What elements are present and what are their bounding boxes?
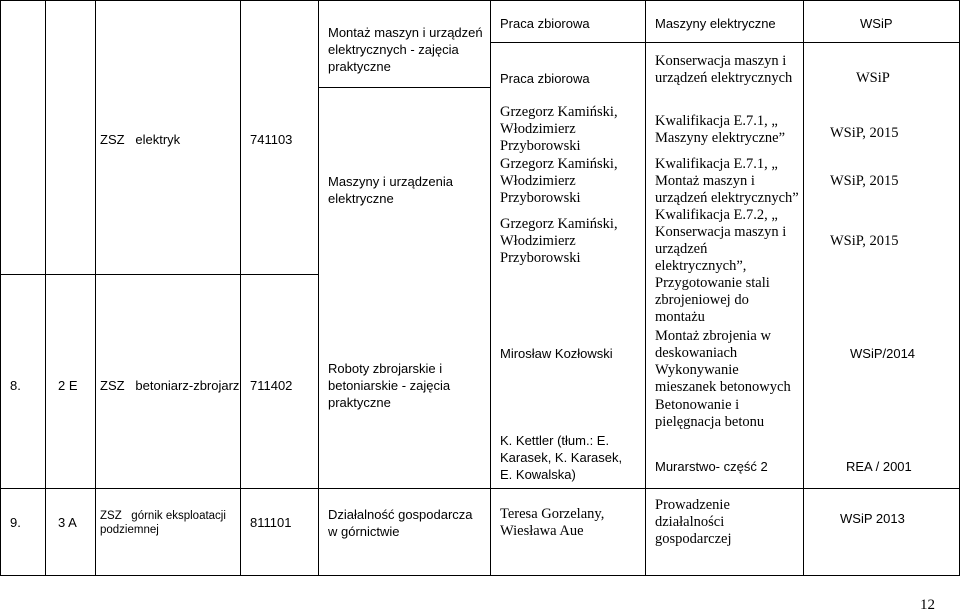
profession-cell: ZSZ betoniarz-zbrojarz: [100, 378, 240, 393]
subject-cell: Montaż maszyn i urządzeń elektrycznych - zajęcia praktyczne: [328, 25, 483, 74]
publisher-cell: WSiP: [860, 16, 893, 31]
code-cell: 711402: [250, 378, 293, 393]
row-border: [0, 575, 960, 576]
publisher-cell: WSiP, 2015: [830, 173, 899, 189]
row-number: 8.: [10, 378, 21, 393]
book-cell: Prowadzenie działalności gospodarczej: [655, 497, 732, 547]
book-cell: Betonowanie i pielęgnacja betonu: [655, 397, 765, 430]
code-cell: 811101: [250, 515, 292, 530]
row-border: [0, 488, 960, 489]
row-border: [318, 87, 490, 88]
publisher-cell: WSiP: [856, 70, 890, 86]
book-cell: Maszyny elektryczne: [655, 16, 776, 31]
profession-cell: ZSZ elektryk: [100, 132, 181, 147]
book-cell: Kwalifikacja E.7.1, „ Montaż maszyn i urządzeń elektrycznych”: [655, 156, 799, 206]
code-cell: 741103: [250, 132, 293, 147]
author-cell: Grzegorz Kamiński, Włodzimierz Przyborowski: [500, 104, 618, 154]
title-cell: Praca zbiorowa: [500, 16, 590, 31]
subject-cell: Działalność gospodarcza w górnictwie: [328, 507, 473, 539]
author-cell: Mirosław Kozłowski: [500, 346, 613, 361]
book-cell: Montaż zbrojenia w deskowaniach: [655, 328, 771, 361]
author-cell: K. Kettler (tłum.: E. Karasek, K. Karasek, E. Kowalska): [500, 433, 623, 482]
row-border: [0, 0, 960, 1]
subject-cell: Roboty zbrojarskie i betoniarskie - zajęcia praktyczne: [328, 361, 451, 410]
author-cell: Teresa Gorzelany, Wiesława Aue: [500, 506, 605, 539]
row-border: [490, 42, 960, 43]
book-cell: Kwalifikacja E.7.2, „ Konserwacja maszyn i urządzeń elektrycznych”,: [655, 207, 787, 274]
book-cell: Murarstwo- część 2: [655, 459, 768, 474]
publisher-cell: WSiP/2014: [850, 346, 916, 361]
page-number: 12: [920, 597, 935, 613]
book-cell: Konserwacja maszyn i urządzeń elektrycznych: [655, 53, 793, 86]
publisher-cell: REA / 2001: [846, 459, 912, 474]
publisher-cell: WSiP, 2015: [830, 125, 899, 141]
book-cell: Wykonywanie mieszanek betonowych: [655, 362, 791, 395]
publisher-cell: WSiP, 2015: [830, 233, 899, 249]
class-cell: 2 E: [58, 378, 78, 393]
profession-cell: ZSZ górnik eksploatacji podziemnej: [100, 510, 226, 536]
book-cell: Kwalifikacja E.7.1, „ Maszyny elektryczne”: [655, 113, 786, 146]
author-cell: Grzegorz Kamiński, Włodzimierz Przyborowski: [500, 156, 618, 206]
author-cell: Grzegorz Kamiński, Włodzimierz Przyborowski: [500, 216, 618, 266]
row-border: [0, 274, 318, 275]
title-cell: Praca zbiorowa: [500, 71, 590, 86]
book-cell: Przygotowanie stali zbrojeniowej do montażu: [655, 275, 770, 325]
publisher-cell: WSiP 2013: [840, 511, 905, 526]
row-number: 9.: [10, 515, 21, 530]
subject-cell: Maszyny i urządzenia elektryczne: [328, 174, 453, 206]
class-cell: 3 A: [58, 515, 77, 530]
